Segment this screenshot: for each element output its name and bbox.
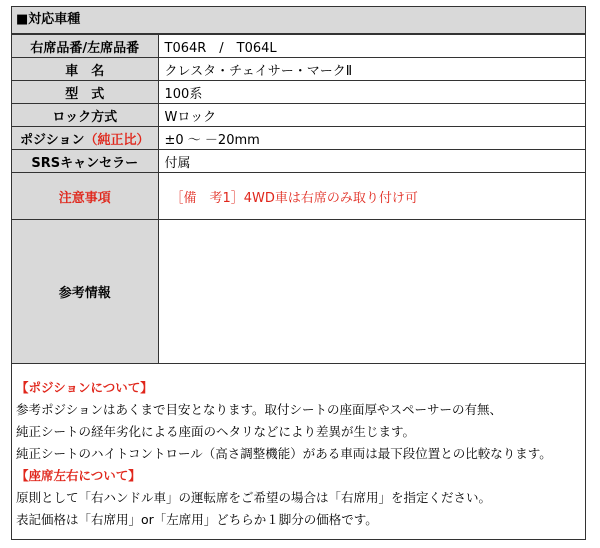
notes-side-line: 表記価格は「右席用」or「左席用」どちらか１脚分の価格です。 [16, 512, 378, 527]
row-car-name [12, 58, 585, 81]
label-position-sub: （純正比） [84, 132, 150, 148]
row-caution [12, 173, 585, 220]
value-caution: ［備 考1］4WD車は右席のみ取り付け可 [158, 173, 585, 220]
value-model: 100系 [158, 81, 585, 104]
section-title: ■対応車種 [12, 7, 585, 34]
notes-position-line: 純正シートの経年劣化による座面のヘタリなどにより差異が生じます。 [16, 424, 416, 439]
label-part-number: 右席品番/左席品番 [12, 35, 158, 58]
value-lock: Wロック [158, 104, 585, 127]
row-part-number [12, 35, 585, 58]
spec-table [12, 34, 585, 364]
value-part-number: T064R / T064L [158, 35, 585, 58]
value-car-name: クレスタ・チェイサー・マークⅡ [158, 58, 585, 81]
label-position-main: ポジション [20, 132, 85, 148]
spec-frame [11, 6, 586, 540]
notes-block [12, 377, 589, 531]
row-srs [12, 150, 585, 173]
value-srs: 付属 [158, 150, 585, 173]
label-srs: SRSキャンセラー [12, 150, 158, 173]
row-position [12, 127, 585, 150]
notes-position-line: 純正シートのハイトコントロール（高さ調整機能）がある車両は最下段位置との比較なります。 [16, 446, 552, 461]
row-lock [12, 104, 585, 127]
label-lock: ロック方式 [12, 104, 158, 127]
notes-side-line: 原則として「右ハンドル車」の運転席をご希望の場合は「右席用」を指定ください。 [16, 490, 492, 505]
row-model [12, 81, 585, 104]
notes-side-heading: 【座席左右について】 [16, 468, 141, 483]
value-reference [158, 220, 585, 364]
notes-position-line: 参考ポジションはあくまで目安となります。取付シートの座面厚やスペーサーの有無、 [16, 402, 502, 417]
notes-position-heading: 【ポジションについて】 [16, 380, 153, 395]
label-reference: 参考情報 [12, 220, 158, 364]
label-model: 型 式 [12, 81, 158, 104]
label-car-name: 車 名 [12, 58, 158, 81]
value-position: ±0 〜 －20mm [158, 127, 585, 150]
label-caution: 注意事項 [12, 173, 158, 220]
row-reference [12, 220, 585, 364]
label-position [12, 127, 158, 150]
